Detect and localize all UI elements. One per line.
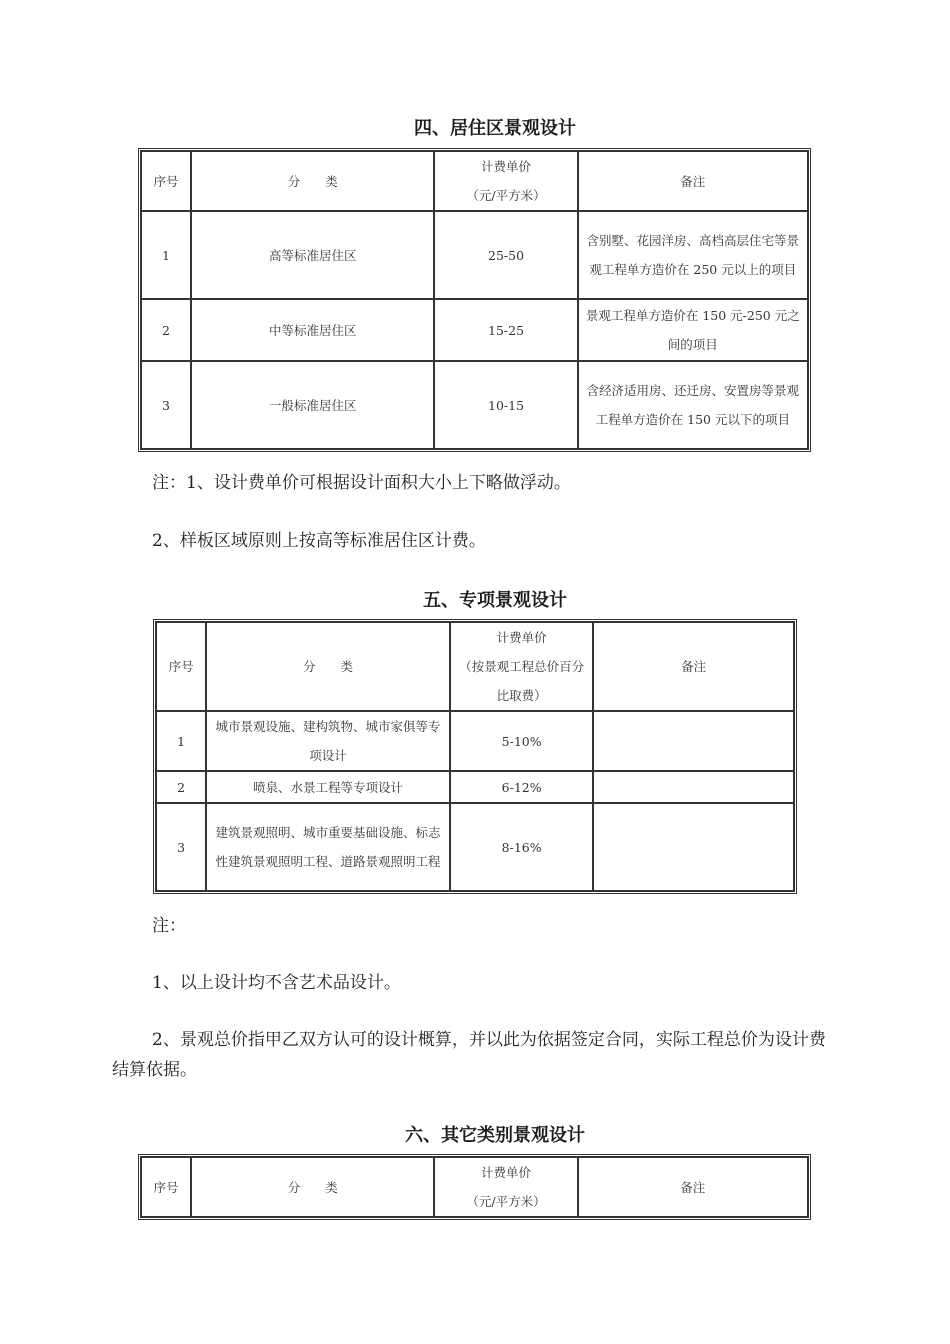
header-category: 分 类 <box>206 622 450 711</box>
residential-fee-table <box>138 148 811 452</box>
special-fee-table <box>153 619 797 894</box>
table-header-row <box>141 1157 808 1217</box>
table-row: 3 建筑景观照明、城市重要基础设施、标志性建筑景观照明工程、道路景观照明工程 8-16% <box>156 803 794 891</box>
table-row: 1 高等标准居住区 25-50 含别墅、花园洋房、高档高层住宅等景观工程单方造价在 250 元以上的项目 <box>141 211 808 299</box>
header-no: 序号 <box>141 1157 191 1217</box>
header-remark: 备注 <box>578 151 808 211</box>
section-5-title: 五、专项景观设计 <box>423 590 567 611</box>
other-fee-table <box>138 1154 811 1220</box>
note-paragraph: 2、景观总价指甲乙双方认可的设计概算，并以此为依据签定合同，实际工程总价为设计费结算依据。 <box>112 1030 826 1080</box>
note-line: 1、以上设计均不含艺术品设计。 <box>152 973 401 993</box>
section-6-title: 六、其它类别景观设计 <box>405 1125 585 1146</box>
table-row: 2 喷泉、水景工程等专项设计 6-12% <box>156 771 794 803</box>
table-row: 3 一般标准居住区 10-15 含经济适用房、还迁房、安置房等景观工程单方造价在 150 元以下的项目 <box>141 361 808 449</box>
header-no: 序号 <box>156 622 206 711</box>
header-price: 计费单价 （元/平方米） <box>434 151 577 211</box>
header-category: 分 类 <box>191 151 434 211</box>
note-line: 注： <box>152 916 186 936</box>
header-price: 计费单价 （按景观工程总价百分比取费） <box>450 622 593 711</box>
table-header-row <box>141 151 808 211</box>
header-no: 序号 <box>141 151 191 211</box>
note-line: 2、样板区域原则上按高等标准居住区计费。 <box>152 531 486 551</box>
header-price: 计费单价 （元/平方米） <box>434 1157 577 1217</box>
table-row: 2 中等标准居住区 15-25 景观工程单方造价在 150 元-250 元之间的项目 <box>141 299 808 361</box>
table-header-row <box>156 622 794 711</box>
table-row: 1 城市景观设施、建构筑物、城市家俱等专项设计 5-10% <box>156 711 794 771</box>
header-category: 分 类 <box>191 1157 434 1217</box>
header-remark: 备注 <box>578 1157 808 1217</box>
note-line: 注：1、设计费单价可根据设计面积大小上下略做浮动。 <box>152 473 571 493</box>
header-remark: 备注 <box>593 622 794 711</box>
section-4-title: 四、居住区景观设计 <box>414 118 576 139</box>
